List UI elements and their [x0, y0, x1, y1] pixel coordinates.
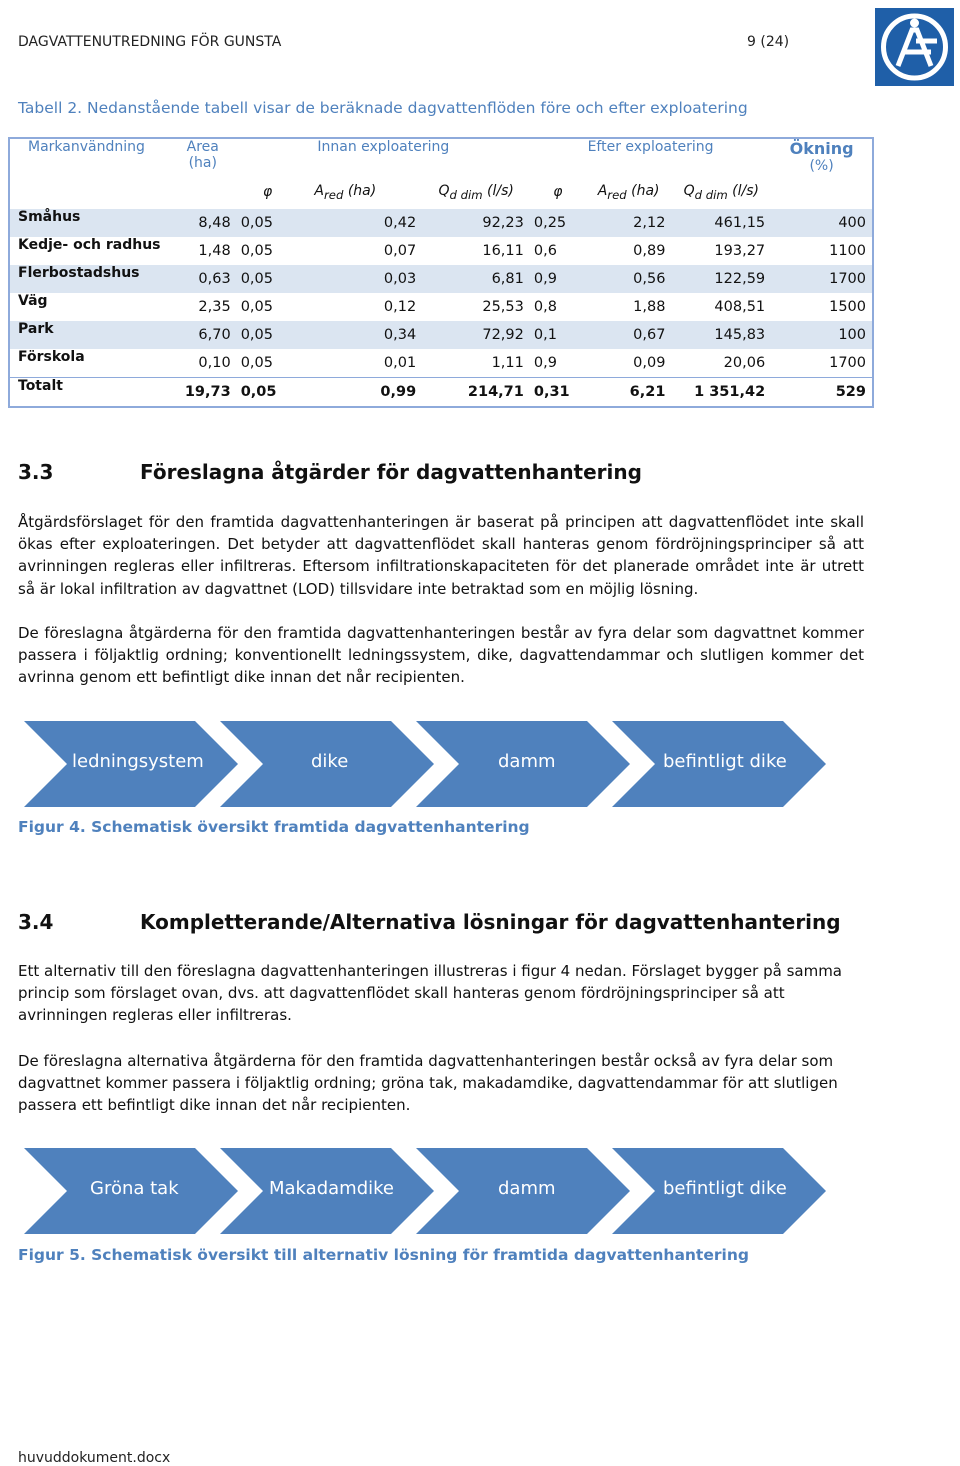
section-title: Kompletterande/Alternativa lösningar för dagvattenhantering	[140, 910, 841, 934]
table-cell: 1700	[771, 349, 873, 378]
section-title: Föreslagna åtgärder för dagvattenhantering	[140, 460, 642, 484]
table-cell: 19,73	[169, 378, 237, 408]
table-cell: 0,05	[237, 237, 299, 265]
table-total-row	[9, 378, 873, 408]
table-cell: 0,89	[586, 237, 672, 265]
row-label: Kedje- och radhus	[9, 237, 169, 265]
table-cell: 6,70	[169, 321, 237, 349]
section-number: 3.3	[18, 460, 54, 484]
table-cell: 193,27	[671, 237, 771, 265]
flow-step-label: befintligt dike	[663, 1178, 787, 1199]
table-row	[9, 265, 873, 293]
table-cell: 1,11	[422, 349, 530, 378]
table-cell: 0,07	[299, 237, 423, 265]
table-cell: 0,05	[237, 378, 299, 408]
table-cell: 0,67	[586, 321, 672, 349]
table-cell: 72,92	[422, 321, 530, 349]
row-label: Totalt	[9, 378, 169, 408]
flow-step-label: damm	[498, 751, 556, 772]
table-cell: 0,05	[237, 321, 299, 349]
table-cell: 529	[771, 378, 873, 408]
subheader-q-before: $Q_{d dim}$ (l/s)	[422, 175, 530, 209]
header-land-use: Markanvändning	[9, 138, 169, 209]
subheader-phi-after: φ	[530, 175, 586, 209]
table-cell: 0,05	[237, 209, 299, 237]
table-cell: 1,88	[586, 293, 672, 321]
process-flow-alternative	[24, 1148, 834, 1234]
table-row	[9, 237, 873, 265]
table-cell: 0,03	[299, 265, 423, 293]
table-cell: 1100	[771, 237, 873, 265]
section-heading-3-4	[18, 910, 841, 934]
table-cell: 16,11	[422, 237, 530, 265]
table-cell: 100	[771, 321, 873, 349]
paragraph: De föreslagna alternativa åtgärderna för den framtida dagvattenhanteringen består också av fyra delar som dagvattnet kommer passera i följaktlig ordning; gröna tak, makadamdike, dagvattendammar för att slutligen passera ett befintligt dike innan det når recipienten.	[18, 1052, 838, 1115]
table-cell: 0,01	[299, 349, 423, 378]
table-cell: 0,05	[237, 265, 299, 293]
table-cell: 0,99	[299, 378, 423, 408]
table-cell: 0,8	[530, 293, 586, 321]
table-cell: 0,1	[530, 321, 586, 349]
table-cell: 1 351,42	[671, 378, 771, 408]
paragraph: Åtgärdsförslaget för den framtida dagvattenhanteringen är baserat på principen att dagvattenflödet inte skall ökas efter exploateringen. Det betyder att dagvattenflödet skall hanteras genom fördröjningsprinciper så att avrinningen regleras eller infiltreras. Eftersom infiltrationskapaciteten för det planerade området inte är utrett så är lokal infiltration av dagvattnet (LOD) tillsvidare inte betraktad som en möjlig lösning.	[18, 513, 864, 598]
table-cell: 0,10	[169, 349, 237, 378]
table-cell: 92,23	[422, 209, 530, 237]
row-label: Väg	[9, 293, 169, 321]
table-cell: 145,83	[671, 321, 771, 349]
table-cell: 408,51	[671, 293, 771, 321]
section-heading-3-3	[18, 460, 642, 484]
table-cell: 2,35	[169, 293, 237, 321]
flow-step-label: ledningsystem	[72, 751, 204, 772]
figure-caption: Figur 5. Schematisk översikt till alternativ lösning för framtida dagvattenhantering	[18, 1246, 749, 1264]
paragraph: Ett alternativ till den föreslagna dagvattenhanteringen illustreras i figur 4 nedan. Förslaget bygger på samma princip som förslaget ovan, dvs. att dagvattenflödet skall hanteras genom fördröjningsprinciper så att avrinningen regleras eller infiltreras.	[18, 962, 843, 1025]
table-cell: 0,63	[169, 265, 237, 293]
page-header	[18, 34, 798, 50]
table-cell: 0,09	[586, 349, 672, 378]
flow-step-label: Gröna tak	[90, 1178, 179, 1199]
paragraph: De föreslagna åtgärderna för den framtida dagvattenhanteringen består av fyra delar som dagvattnet kommer passera i följaktlig ordning; konventionellt ledningssystem, dike, dagvattendammar och slutligen kommer det avrinna genom ett befintligt dike innan det når recipienten.	[18, 624, 864, 687]
table-cell: 0,12	[299, 293, 423, 321]
table-cell: 0,56	[586, 265, 672, 293]
table-cell: 1,48	[169, 237, 237, 265]
table-cell: 1500	[771, 293, 873, 321]
table-cell: 0,9	[530, 265, 586, 293]
table-cell: 0,05	[237, 293, 299, 321]
flow-step-label: Makadamdike	[269, 1178, 394, 1199]
header-area: Area (ha)	[169, 138, 237, 209]
page-footer: huvuddokument.docx	[18, 1450, 171, 1466]
subheader-ared-after: $A_{red}$ (ha)	[586, 175, 672, 209]
table-cell: 8,48	[169, 209, 237, 237]
table-cell: 400	[771, 209, 873, 237]
table-cell: 20,06	[671, 349, 771, 378]
af-logo-icon	[875, 8, 954, 86]
header-increase: Ökning (%)	[771, 138, 873, 209]
header-before: Innan exploatering	[237, 138, 530, 175]
table-row	[9, 349, 873, 378]
table-cell: 122,59	[671, 265, 771, 293]
table-cell: 6,81	[422, 265, 530, 293]
subheader-phi-before: φ	[237, 175, 299, 209]
table-cell: 0,9	[530, 349, 586, 378]
table-row	[9, 209, 873, 237]
row-label: Flerbostadshus	[9, 265, 169, 293]
flow-step-label: befintligt dike	[663, 751, 787, 772]
row-label: Förskola	[9, 349, 169, 378]
table-cell: 0,42	[299, 209, 423, 237]
table-cell: 0,34	[299, 321, 423, 349]
figure-caption: Figur 4. Schematisk översikt framtida dagvattenhantering	[18, 818, 530, 836]
table-cell: 461,15	[671, 209, 771, 237]
table-cell: 0,31	[530, 378, 586, 408]
table-caption: Tabell 2. Nedanstående tabell visar de beräknade dagvattenflöden före och efter exploatering	[18, 99, 748, 117]
header-after: Efter exploatering	[530, 138, 771, 175]
process-flow-current	[24, 721, 834, 807]
table-cell: 0,25	[530, 209, 586, 237]
table-header-row	[9, 138, 873, 175]
table-cell: 0,6	[530, 237, 586, 265]
table-row	[9, 293, 873, 321]
subheader-ared-before: $A_{red}$ (ha)	[299, 175, 423, 209]
stormwater-flow-table	[8, 137, 874, 408]
table-cell: 214,71	[422, 378, 530, 408]
subheader-q-after: $Q_{d dim}$ (l/s)	[671, 175, 771, 209]
flow-step-label: damm	[498, 1178, 556, 1199]
table-cell: 0,05	[237, 349, 299, 378]
page-number: 9 (24)	[747, 34, 790, 50]
flow-step-label: dike	[311, 751, 349, 772]
table-cell: 2,12	[586, 209, 672, 237]
row-label: Park	[9, 321, 169, 349]
document-title: DAGVATTENUTREDNING FÖR GUNSTA	[18, 34, 282, 50]
section-number: 3.4	[18, 910, 54, 934]
table-row	[9, 321, 873, 349]
table-cell: 6,21	[586, 378, 672, 408]
table-cell: 1700	[771, 265, 873, 293]
table-cell: 25,53	[422, 293, 530, 321]
row-label: Småhus	[9, 209, 169, 237]
